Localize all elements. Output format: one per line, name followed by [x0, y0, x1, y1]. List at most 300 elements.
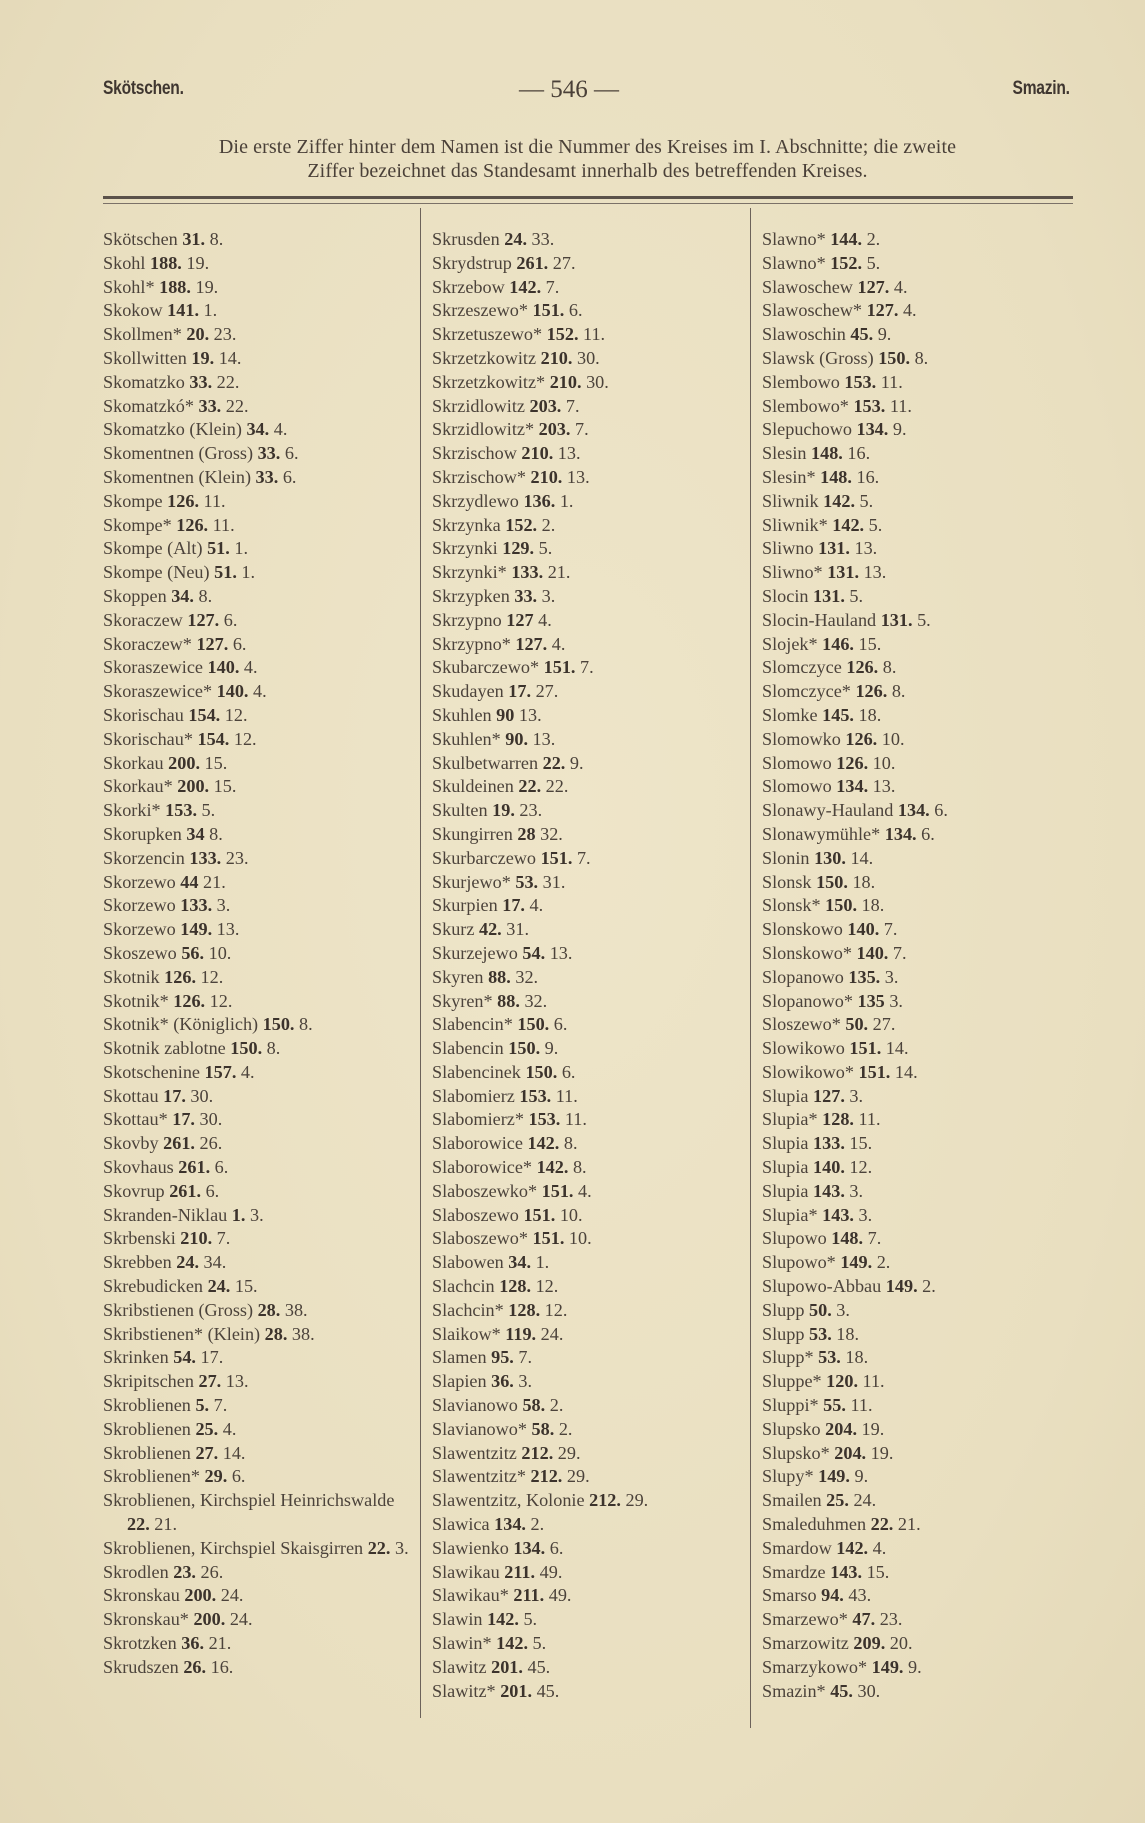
kreis-number: 131.: [818, 538, 850, 559]
place-name: Skrzydlewo: [432, 490, 519, 511]
index-entry: [762, 1013, 1072, 1037]
standesamt-number: 20.: [889, 1633, 913, 1654]
place-name: Slabomierz*: [432, 1109, 524, 1130]
place-name: Slavianowo: [432, 1395, 518, 1416]
kreis-number: 200.: [193, 1609, 226, 1630]
place-name: Skorki*: [103, 800, 161, 821]
kreis-number: 134.: [494, 1514, 526, 1535]
kreis-number: 188.: [150, 252, 182, 273]
index-entry: [103, 1180, 413, 1204]
index-entry: [103, 1251, 413, 1275]
standesamt-number: 5.: [868, 514, 883, 535]
place-name: Sloszewo*: [762, 1014, 841, 1035]
kreis-number: 126.: [846, 657, 879, 678]
place-name: Skomatzko (Klein): [103, 419, 242, 440]
standesamt-number: 13.: [518, 704, 542, 725]
kreis-number: 142.: [823, 490, 855, 511]
place-name: Slonsk: [762, 871, 812, 892]
standesamt-number: 4.: [538, 609, 552, 630]
index-entry: [762, 299, 1072, 323]
place-name: Skurjewo*: [432, 871, 511, 892]
intro-note: [100, 135, 1075, 183]
kreis-number: 133.: [813, 1133, 845, 1154]
index-entry: [103, 609, 413, 633]
place-name: Skorkau*: [103, 776, 173, 797]
kreis-number: 88.: [497, 990, 520, 1011]
standesamt-number: 3.: [858, 1204, 873, 1225]
standesamt-number: 34.: [203, 1252, 227, 1273]
index-entry: [103, 799, 413, 823]
place-name: Slonsk*: [762, 895, 821, 916]
place-name: Slapien: [432, 1371, 487, 1392]
standesamt-number: 6.: [231, 1466, 246, 1487]
standesamt-number: 23.: [879, 1609, 903, 1630]
standesamt-number: 13.: [216, 919, 240, 940]
place-name: Skotnik* (Königlich): [103, 1014, 259, 1035]
kreis-number: 133.: [189, 847, 222, 868]
standesamt-number: 9.: [544, 1038, 559, 1059]
standesamt-number: 11.: [889, 395, 912, 416]
standesamt-number: 31.: [506, 919, 529, 940]
place-name: Slupp*: [762, 1347, 814, 1368]
standesamt-number: 15.: [234, 1276, 258, 1297]
place-name: Skorischau*: [103, 728, 193, 749]
place-name: Slaboszewo: [432, 1204, 519, 1225]
standesamt-number: 13.: [557, 443, 581, 464]
kreis-number: 142.: [527, 1133, 560, 1154]
place-name: Skronskau: [103, 1585, 180, 1606]
kreis-number: 53.: [515, 871, 539, 892]
place-name: Skuhlen*: [432, 728, 501, 749]
index-entry: [432, 823, 742, 847]
index-entry: [103, 1323, 413, 1347]
kreis-number: 153.: [519, 1085, 552, 1106]
kreis-number: 153.: [165, 800, 197, 821]
place-name: Slabencin: [432, 1038, 504, 1059]
standesamt-number: 5.: [859, 490, 874, 511]
kreis-number: 148.: [811, 443, 843, 464]
kreis-number: 28: [517, 823, 536, 844]
place-name: Skotschenine: [103, 1061, 200, 1082]
index-entry: [103, 514, 413, 538]
standesamt-number: 22.: [216, 371, 240, 392]
page-number: — 546 —: [519, 76, 619, 103]
kreis-number: 151.: [541, 1180, 574, 1201]
index-entry: [762, 871, 1072, 895]
kreis-number: 150.: [825, 895, 857, 916]
place-name: Slocin-Hauland: [762, 609, 877, 630]
standesamt-number: 4.: [551, 633, 566, 654]
kreis-number: 141.: [167, 300, 199, 321]
standesamt-number: 24.: [220, 1585, 244, 1606]
kreis-number: 261.: [163, 1133, 195, 1154]
standesamt-number: 18.: [858, 704, 882, 725]
standesamt-number: 9.: [569, 752, 584, 773]
index-entry: [762, 680, 1072, 704]
standesamt-number: 21.: [154, 1514, 178, 1535]
index-entry: [762, 704, 1072, 728]
place-name: Skomentnen (Gross): [103, 443, 254, 464]
index-entry: [103, 1394, 413, 1418]
place-name: Skollwitten: [103, 347, 187, 368]
kreis-number: 33.: [255, 466, 279, 487]
place-name: Skrzynka: [432, 514, 501, 535]
standesamt-number: 12.: [544, 1299, 568, 1320]
kreis-number: 31.: [182, 229, 206, 249]
kreis-number: 209.: [853, 1633, 886, 1654]
place-name: Slonin: [762, 847, 810, 868]
kreis-number: 54.: [522, 942, 546, 963]
place-name: Skurz: [432, 919, 475, 940]
kreis-number: 45.: [850, 324, 874, 345]
running-head: [103, 76, 1070, 106]
place-name: Slupia: [762, 1157, 809, 1178]
index-entry: [762, 823, 1072, 847]
index-column-2: [432, 228, 742, 1703]
kreis-number: 126.: [836, 752, 869, 773]
place-name: Skroblienen, Kirchspiel Skaisgirren: [103, 1537, 364, 1558]
kreis-number: 34.: [246, 419, 270, 440]
index-entry: [103, 1608, 413, 1632]
place-name: Skroblienen*: [103, 1466, 200, 1487]
standesamt-number: 1.: [234, 538, 248, 559]
index-entry: [762, 1465, 1072, 1489]
place-name: Slawentzitz, Kolonie: [432, 1490, 585, 1511]
kreis-number: 154.: [188, 704, 221, 725]
kreis-number: 17.: [502, 895, 525, 916]
kreis-number: 127.: [515, 633, 548, 654]
place-name: Slupp: [762, 1323, 805, 1344]
standesamt-number: 10.: [559, 1204, 583, 1225]
index-entry: [762, 752, 1072, 776]
standesamt-number: 12.: [224, 704, 248, 725]
standesamt-number: 15.: [866, 1561, 890, 1582]
standesamt-number: 38.: [284, 1299, 308, 1320]
index-entry: [762, 418, 1072, 442]
place-name: Skubarczewo*: [432, 657, 540, 678]
standesamt-number: 11.: [212, 514, 235, 535]
kreis-number: 51.: [214, 562, 237, 583]
index-entry: [432, 775, 742, 799]
standesamt-number: 7.: [580, 657, 594, 678]
kreis-number: 133.: [180, 895, 213, 916]
place-name: Skuldeinen: [432, 776, 514, 797]
standesamt-number: 27.: [552, 252, 576, 273]
standesamt-number: 6.: [284, 443, 299, 464]
kreis-number: 212.: [589, 1490, 621, 1511]
index-entry: [432, 1632, 742, 1656]
standesamt-number: 3.: [216, 895, 231, 916]
kreis-number: 120.: [826, 1371, 858, 1392]
index-entry: [762, 371, 1072, 395]
place-name: Slawikau*: [432, 1585, 509, 1606]
index-entry: [103, 752, 413, 776]
place-name: Slupia: [762, 1133, 809, 1154]
index-entry: [103, 1561, 413, 1585]
index-entry: [103, 1085, 413, 1109]
place-name: Skomatzkó*: [103, 395, 194, 416]
kreis-number: 28.: [264, 1323, 288, 1344]
place-name: Skoraszewice*: [103, 681, 213, 702]
kreis-number: 95.: [491, 1347, 514, 1368]
index-entry: [762, 228, 1072, 252]
kreis-number: 212.: [521, 1442, 554, 1463]
standesamt-number: 26.: [199, 1133, 223, 1154]
standesamt-number: 2.: [866, 229, 881, 249]
kreis-number: 200.: [184, 1585, 217, 1606]
standesamt-number: 15.: [204, 752, 228, 773]
place-name: Skrydstrup: [432, 252, 512, 273]
place-name: Smarzykowo*: [762, 1656, 868, 1677]
kreis-number: 142.: [836, 1537, 869, 1558]
standesamt-number: 2.: [922, 1276, 936, 1297]
index-entry: [432, 1442, 742, 1466]
index-entry: [103, 395, 413, 419]
standesamt-number: 6.: [921, 823, 935, 844]
kreis-number: 136.: [523, 490, 556, 511]
index-column-3: [762, 228, 1072, 1703]
standesamt-number: 30.: [190, 1085, 214, 1106]
index-entry: [432, 704, 742, 728]
place-name: Skrusden: [432, 229, 500, 249]
standesamt-number: 14.: [218, 347, 242, 368]
kreis-number: 22.: [518, 776, 542, 797]
index-entry: [103, 418, 413, 442]
kreis-number: 211.: [513, 1585, 545, 1606]
place-name: Skranden-Niklau: [103, 1204, 228, 1225]
index-entry: [103, 1275, 413, 1299]
standesamt-number: 3.: [836, 1299, 850, 1320]
kreis-number: 126.: [164, 966, 196, 987]
index-entry: [103, 942, 413, 966]
place-name: Smaleduhmen: [762, 1514, 867, 1535]
kreis-number: 42.: [478, 919, 502, 940]
index-entry: [103, 466, 413, 490]
standesamt-number: 6.: [568, 300, 583, 321]
kreis-number: 157.: [204, 1061, 237, 1082]
place-name: Skokow: [103, 300, 163, 321]
index-entry: [762, 1156, 1072, 1180]
kreis-number: 140.: [207, 657, 240, 678]
kreis-number: 135.: [848, 966, 881, 987]
standesamt-number: 5.: [866, 252, 881, 273]
kreis-number: 144.: [830, 229, 863, 249]
index-entry: [103, 894, 413, 918]
place-name: Slonskowo*: [762, 942, 852, 963]
kreis-number: 127.: [196, 633, 229, 654]
index-entry: [103, 966, 413, 990]
index-entry: [762, 252, 1072, 276]
standesamt-number: 1.: [203, 300, 218, 321]
index-entry: [103, 1204, 413, 1228]
kreis-number: 126.: [167, 490, 199, 511]
index-entry: [762, 561, 1072, 585]
standesamt-number: 8.: [914, 347, 929, 368]
standesamt-number: 7.: [213, 1395, 228, 1416]
kreis-number: 134.: [836, 776, 869, 797]
standesamt-number: 13.: [854, 538, 878, 559]
kreis-number: 33.: [189, 371, 213, 392]
kreis-number: 150.: [517, 1014, 550, 1035]
standesamt-number: 3.: [889, 990, 903, 1011]
place-name: Skulten: [432, 800, 488, 821]
index-entry: [432, 1584, 742, 1608]
index-entry: [103, 490, 413, 514]
place-name: Slaboszewo*: [432, 1228, 528, 1249]
place-name: Skrzidlowitz: [432, 395, 525, 416]
place-name: Skudayen: [432, 681, 504, 702]
kreis-number: 203.: [538, 419, 571, 440]
index-entry: [432, 1537, 742, 1561]
standesamt-number: 6.: [934, 800, 948, 821]
index-entry: [762, 1346, 1072, 1370]
kreis-number: 19.: [492, 800, 515, 821]
kreis-number: 204.: [825, 1418, 857, 1439]
standesamt-number: 3.: [394, 1537, 409, 1558]
place-name: Skomentnen (Klein): [103, 466, 251, 487]
place-name: Skovby: [103, 1133, 159, 1154]
header-rule-thick: [103, 196, 1073, 199]
place-name: Slupowo*: [762, 1252, 836, 1273]
index-entry: [762, 728, 1072, 752]
kreis-number: 26.: [183, 1656, 207, 1677]
standesamt-number: 21.: [203, 871, 226, 892]
place-name: Skribstienen* (Klein): [103, 1323, 261, 1344]
place-name: Skotnik*: [103, 990, 169, 1011]
place-name: Slocin: [762, 585, 809, 606]
kreis-number: 140.: [856, 942, 889, 963]
kreis-number: 142.: [509, 276, 542, 297]
index-entry: [103, 918, 413, 942]
place-name: Skrzischow*: [432, 466, 526, 487]
index-entry: [432, 395, 742, 419]
standesamt-number: 5.: [538, 538, 553, 559]
index-entry: [103, 1132, 413, 1156]
index-entry: [762, 1489, 1072, 1513]
standesamt-number: 6.: [282, 466, 297, 487]
kreis-number: 150.: [816, 871, 848, 892]
index-entry: [762, 609, 1072, 633]
standesamt-number: 4.: [222, 1418, 237, 1439]
standesamt-number: 13.: [872, 776, 896, 797]
place-name: Skyren*: [432, 990, 493, 1011]
place-name: Slabomierz: [432, 1085, 515, 1106]
kreis-number: 34: [186, 823, 205, 844]
place-name: Slawno*: [762, 229, 826, 249]
place-name: Slavianowo*: [432, 1418, 527, 1439]
place-name: Smardow: [762, 1537, 832, 1558]
kreis-number: 148.: [820, 466, 852, 487]
index-entry: [103, 1299, 413, 1323]
place-name: Slawienko: [432, 1537, 509, 1558]
kreis-number: 152.: [505, 514, 538, 535]
place-name: Skuhlen: [432, 704, 492, 725]
index-entry: [103, 680, 413, 704]
index-entry: [762, 1561, 1072, 1585]
kreis-number: 261.: [169, 1180, 202, 1201]
standesamt-number: 4.: [273, 419, 288, 440]
place-name: Slawsk (Gross): [762, 347, 874, 368]
kreis-number: 24.: [207, 1276, 231, 1297]
place-name: Slowikowo*: [762, 1061, 854, 1082]
standesamt-number: 7.: [867, 1228, 882, 1249]
standesamt-number: 26.: [200, 1561, 224, 1582]
index-entry: [432, 299, 742, 323]
index-entry: [432, 1180, 742, 1204]
standesamt-number: 1.: [241, 562, 256, 583]
place-name: Skrzypno: [432, 609, 502, 630]
place-name: Slawitz*: [432, 1680, 496, 1701]
standesamt-number: 32.: [540, 823, 563, 844]
index-entry: [762, 894, 1072, 918]
kreis-number: 212.: [530, 1466, 563, 1487]
place-name: Skorzewo: [103, 895, 176, 916]
standesamt-number: 8.: [209, 229, 224, 249]
standesamt-number: 18.: [836, 1323, 860, 1344]
place-name: Slawentzitz*: [432, 1466, 526, 1487]
index-entry: [432, 1465, 742, 1489]
place-name: Skrzetzkowitz*: [432, 371, 546, 392]
standesamt-number: 19.: [870, 1442, 894, 1463]
kreis-number: 261.: [178, 1157, 211, 1178]
place-name: Slembowo*: [762, 395, 849, 416]
standesamt-number: 8.: [572, 1157, 587, 1178]
place-name: Slaboszewko*: [432, 1180, 538, 1201]
index-entry: [432, 1418, 742, 1442]
place-name: Sluppi*: [762, 1395, 819, 1416]
place-name: Slabowen: [432, 1252, 504, 1273]
index-entry: [762, 395, 1072, 419]
place-name: Skompe: [103, 490, 163, 511]
index-entry: [762, 1584, 1072, 1608]
index-entry: [432, 347, 742, 371]
kreis-number: 153.: [844, 371, 877, 392]
standesamt-number: 31.: [542, 871, 566, 892]
place-name: Slomowo: [762, 776, 832, 797]
standesamt-number: 3.: [849, 1085, 864, 1106]
kreis-number: 90.: [505, 728, 528, 749]
place-name: Slawin: [432, 1609, 483, 1630]
index-entry: [103, 728, 413, 752]
place-name: Slupia: [762, 1085, 809, 1106]
standesamt-number: 6.: [214, 1157, 229, 1178]
standesamt-number: 18.: [861, 895, 885, 916]
kreis-number: 126.: [173, 990, 206, 1011]
place-name: Slopanowo: [762, 966, 844, 987]
place-name: Slabencinek: [432, 1061, 521, 1082]
index-entry: [762, 1227, 1072, 1251]
standesamt-number: 5.: [917, 609, 931, 630]
kreis-number: 131.: [813, 585, 845, 606]
standesamt-number: 10.: [208, 942, 232, 963]
kreis-number: 22.: [870, 1514, 894, 1535]
index-entry: [103, 1346, 413, 1370]
kreis-number: 142.: [487, 1609, 519, 1630]
place-name: Skompe (Alt): [103, 538, 203, 559]
place-name: Slaborowice: [432, 1133, 523, 1154]
place-name: Skungirren: [432, 823, 513, 844]
index-entry: [432, 1156, 742, 1180]
kreis-number: 140.: [847, 919, 880, 940]
standesamt-number: 11.: [880, 371, 903, 392]
standesamt-number: 6.: [549, 1537, 564, 1558]
kreis-number: 25.: [195, 1418, 219, 1439]
kreis-number: 33.: [514, 585, 538, 606]
standesamt-number: 18.: [852, 871, 876, 892]
index-entry: [432, 942, 742, 966]
index-entry: [103, 1656, 413, 1680]
index-entry: [762, 1537, 1072, 1561]
